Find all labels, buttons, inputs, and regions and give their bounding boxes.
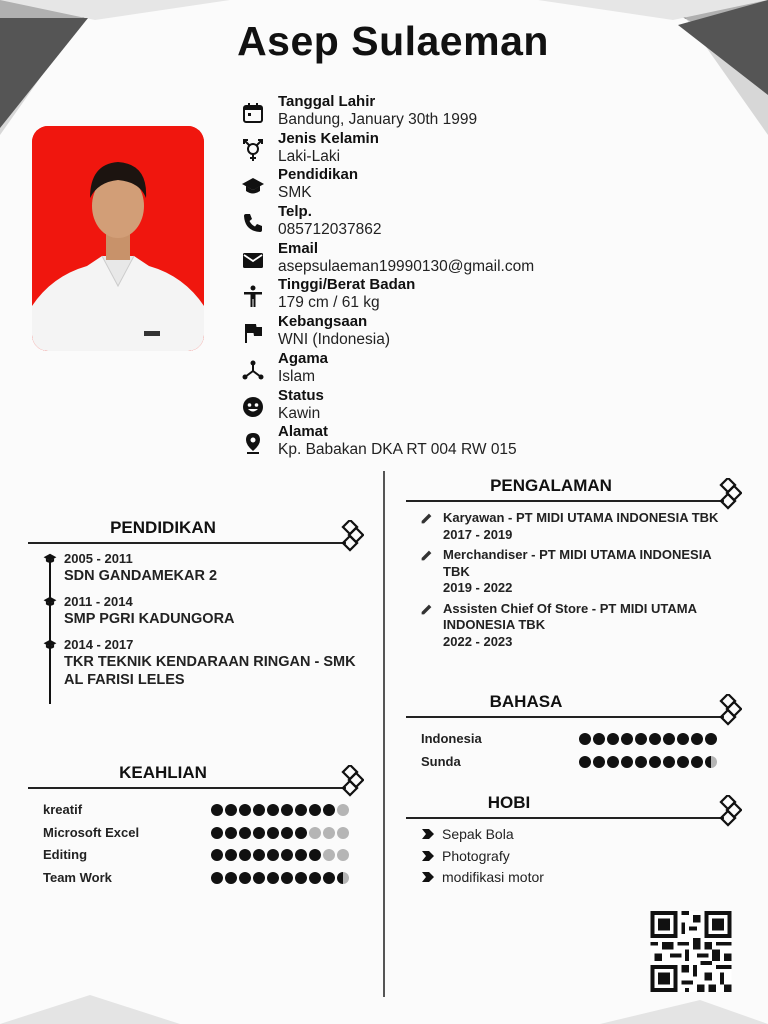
hobby-item <box>422 825 722 847</box>
info-education <box>240 166 620 203</box>
info-value: Laki-Laki <box>278 147 341 165</box>
flag-icon <box>241 321 265 345</box>
rating-dot <box>211 872 223 884</box>
skill-rating <box>211 827 349 839</box>
column-divider <box>383 471 385 997</box>
info-label: Tanggal Lahir <box>278 93 376 110</box>
skill-row <box>43 824 363 847</box>
graduation-cap-icon <box>43 553 57 565</box>
rating-dot <box>225 872 237 884</box>
info-label: Jenis Kelamin <box>278 129 379 147</box>
info-value: Kp. Babakan DKA RT 004 RW 015 <box>278 441 517 459</box>
network-icon <box>241 358 265 382</box>
info-value: Islam <box>278 367 316 385</box>
info-value: 179 cm / 61 kg <box>278 294 380 312</box>
experience-years: 2022 - 2023 <box>443 633 513 649</box>
skill-rating <box>211 872 349 884</box>
section-title: PENGALAMAN <box>490 476 612 495</box>
rating-dot <box>267 849 279 861</box>
language-name: Indonesia <box>421 731 482 746</box>
rating-dot <box>281 804 293 816</box>
experience-role: Assisten Chief Of Store - PT MIDI UTAMA INDONESIA TBK <box>443 600 697 632</box>
languages-list <box>421 730 741 775</box>
skill-row <box>43 869 363 892</box>
experience-item <box>420 601 740 651</box>
skill-name: kreatif <box>43 802 83 817</box>
info-label: Pendidikan <box>278 166 359 184</box>
rating-dot <box>211 849 223 861</box>
info-value: 085712037862 <box>278 221 382 239</box>
graduation-cap-icon <box>43 639 57 651</box>
rating-dot <box>239 804 251 816</box>
info-label: Status <box>278 386 324 404</box>
rating-dot <box>211 804 223 816</box>
section-title: BAHASA <box>489 692 563 711</box>
section-rule <box>28 542 346 544</box>
rating-dot <box>635 733 647 745</box>
rating-dot <box>677 733 689 745</box>
education-item <box>40 637 370 689</box>
skill-rating <box>211 849 349 861</box>
language-row <box>421 730 741 753</box>
pencil-icon <box>420 549 433 562</box>
language-rating <box>579 756 717 768</box>
info-label: Agama <box>278 349 329 367</box>
section-title: PENDIDIKAN <box>110 518 216 537</box>
rating-dot <box>239 872 251 884</box>
section-rule <box>28 787 346 789</box>
experience-item <box>420 510 740 543</box>
pencil-icon <box>420 512 433 525</box>
rating-dot <box>579 756 591 768</box>
section-header-hobi <box>406 789 741 819</box>
rating-dot <box>621 756 633 768</box>
rating-dot <box>211 827 223 839</box>
rating-dot <box>309 827 321 839</box>
rating-dot <box>607 733 619 745</box>
experience-role: Merchandiser - PT MIDI UTAMA INDONESIA TBK <box>443 547 712 579</box>
info-gender <box>240 130 620 167</box>
hobbies-list <box>422 825 722 890</box>
rating-dot <box>267 804 279 816</box>
ornament-icon <box>338 765 364 797</box>
skill-name: Editing <box>43 847 88 862</box>
arrow-bullet-icon <box>422 851 434 861</box>
personal-info-list <box>240 93 620 460</box>
hobby-label: Sepak Bola <box>442 826 514 842</box>
rating-dot <box>295 872 307 884</box>
education-school: SDN GANDAMEKAR 2 <box>64 568 218 584</box>
info-religion <box>240 350 620 387</box>
skill-row <box>43 801 363 824</box>
rating-dot <box>593 733 605 745</box>
rating-dot <box>225 827 237 839</box>
info-height-weight <box>240 276 620 313</box>
corner-decoration-bottom <box>0 995 768 1024</box>
rating-dot <box>225 804 237 816</box>
rating-dot <box>323 872 335 884</box>
ornament-icon <box>716 478 742 510</box>
skill-name: Microsoft Excel <box>43 824 140 840</box>
rating-dot <box>649 733 661 745</box>
person-icon <box>241 284 265 308</box>
rating-dot <box>281 872 293 884</box>
rating-dot <box>267 872 279 884</box>
info-value: Bandung, January 30th 1999 <box>278 111 478 128</box>
skill-rating <box>211 804 349 816</box>
info-value: SMK <box>278 184 312 202</box>
section-title: HOBI <box>487 793 531 812</box>
education-years: 2011 - 2014 <box>64 594 133 609</box>
experience-years: 2017 - 2019 <box>443 526 513 542</box>
section-header-bahasa <box>406 688 741 718</box>
person-name: Asep Sulaeman <box>237 18 549 64</box>
rating-dot <box>295 849 307 861</box>
rating-dot <box>267 827 279 839</box>
pencil-icon <box>420 603 433 616</box>
arrow-bullet-icon <box>422 829 434 839</box>
hobby-item <box>422 868 722 890</box>
info-address <box>240 423 620 460</box>
rating-dot <box>253 827 265 839</box>
rating-dot <box>579 733 591 745</box>
info-nationality <box>240 313 620 350</box>
skill-row <box>43 846 363 869</box>
rating-dot <box>253 849 265 861</box>
rating-dot <box>677 756 689 768</box>
rating-dot <box>337 827 349 839</box>
rating-dot <box>635 756 647 768</box>
ornament-icon <box>338 520 364 552</box>
hobby-label: Photografy <box>442 847 510 864</box>
section-header-pendidikan <box>28 514 363 544</box>
rating-dot <box>691 756 703 768</box>
education-school: TKR TEKNIK KENDARAAN RINGAN - SMK AL FARISI LELES <box>64 654 356 688</box>
info-label: Tinggi/Berat Badan <box>278 276 416 294</box>
arrow-bullet-icon <box>422 872 434 882</box>
info-value: asepsulaeman19990130@gmail.com <box>278 257 535 275</box>
info-value: WNI (Indonesia) <box>278 331 390 349</box>
location-pin-icon <box>241 431 265 455</box>
rating-dot <box>593 756 605 768</box>
section-rule <box>406 716 724 718</box>
info-value: Kawin <box>278 404 321 422</box>
rating-dot <box>649 756 661 768</box>
calendar-icon <box>241 101 265 125</box>
section-header-keahlian <box>28 759 363 789</box>
education-years: 2005 - 2011 <box>64 551 133 566</box>
rating-dot <box>337 849 349 861</box>
rating-dot <box>295 804 307 816</box>
experience-years: 2019 - 2022 <box>443 580 513 595</box>
rating-dot <box>691 733 703 745</box>
rating-dot <box>281 849 293 861</box>
gender-icon <box>241 138 265 162</box>
section-rule <box>406 817 724 819</box>
emoji-icon <box>241 395 265 419</box>
rating-dot <box>323 827 335 839</box>
graduation-cap-icon <box>241 174 265 198</box>
rating-dot <box>239 827 251 839</box>
section-rule <box>406 500 724 502</box>
info-phone <box>240 203 620 240</box>
info-status <box>240 387 620 424</box>
education-school: SMP PGRI KADUNGORA <box>64 611 235 627</box>
hobby-item <box>422 847 722 869</box>
info-label: Email <box>278 239 319 257</box>
info-label: Telp. <box>278 203 312 221</box>
experience-list <box>420 510 740 654</box>
education-list <box>40 551 370 698</box>
education-years: 2014 - 2017 <box>64 637 134 652</box>
skills-list <box>43 801 363 891</box>
rating-dot <box>705 756 717 768</box>
info-birth <box>240 93 620 130</box>
education-item <box>40 551 370 585</box>
experience-item <box>420 547 740 597</box>
rating-dot <box>607 756 619 768</box>
rating-dot <box>705 733 717 745</box>
ornament-icon <box>716 694 742 726</box>
rating-dot <box>309 804 321 816</box>
qr-code[interactable] <box>648 911 734 992</box>
skill-name: Team Work <box>43 869 112 885</box>
language-rating <box>579 733 717 745</box>
rating-dot <box>309 849 321 861</box>
mail-icon <box>241 248 265 272</box>
info-label: Alamat <box>278 423 329 441</box>
graduation-cap-icon <box>43 596 57 608</box>
section-header-pengalaman <box>406 472 741 502</box>
info-label: Kebangsaan <box>278 313 368 331</box>
phone-icon <box>241 211 265 235</box>
rating-dot <box>323 804 335 816</box>
rating-dot <box>295 827 307 839</box>
rating-dot <box>253 872 265 884</box>
rating-dot <box>663 756 675 768</box>
rating-dot <box>337 872 349 884</box>
education-item <box>40 594 370 628</box>
ornament-icon <box>716 795 742 827</box>
language-name: Sunda <box>421 753 461 769</box>
rating-dot <box>621 733 633 745</box>
rating-dot <box>225 849 237 861</box>
rating-dot <box>323 849 335 861</box>
info-email <box>240 240 620 277</box>
profile-photo <box>32 126 204 351</box>
rating-dot <box>337 804 349 816</box>
rating-dot <box>281 827 293 839</box>
experience-role: Karyawan - PT MIDI UTAMA INDONESIA TBK <box>443 510 719 525</box>
rating-dot <box>253 804 265 816</box>
rating-dot <box>309 872 321 884</box>
rating-dot <box>239 849 251 861</box>
hobby-label: modifikasi motor <box>442 869 544 885</box>
section-title: KEAHLIAN <box>119 763 207 782</box>
rating-dot <box>663 733 675 745</box>
language-row <box>421 753 741 776</box>
